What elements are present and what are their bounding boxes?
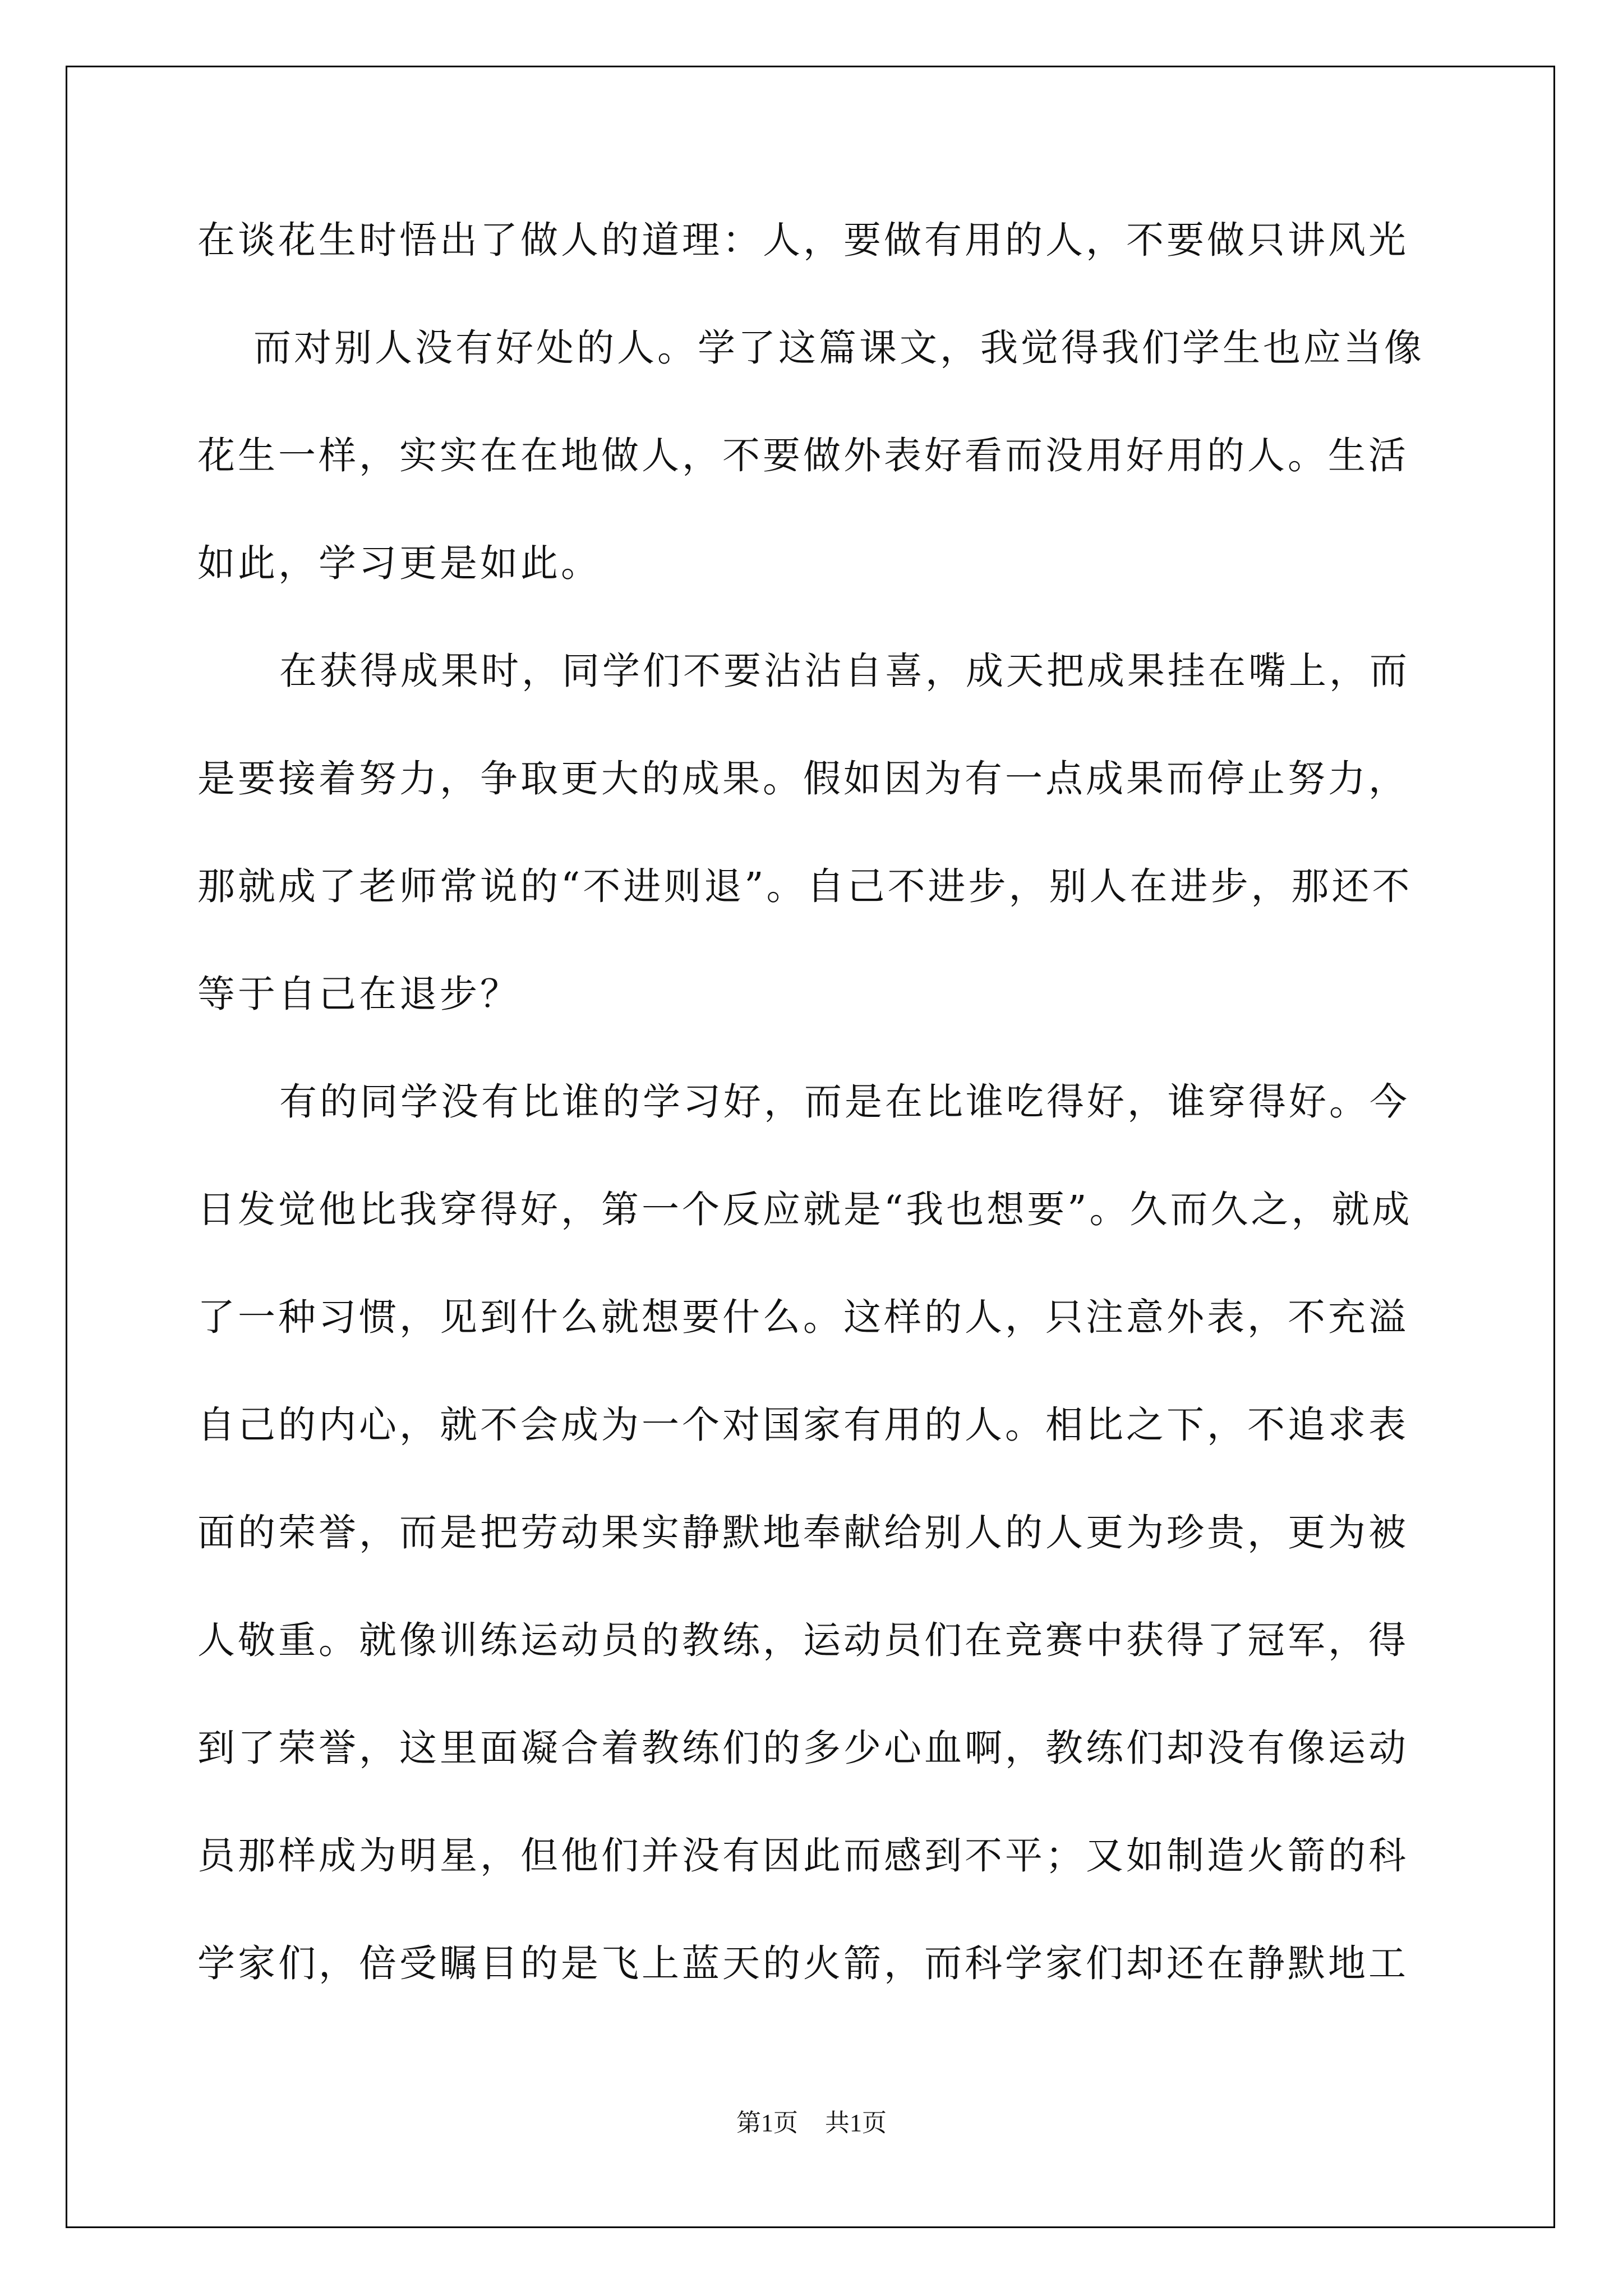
text-line: 面的荣誉，而是把劳动果实静默地奉献给别人的人更为珍贵，更为被 [197, 1511, 1409, 1554]
text-line: 如此，学习更是如此。 [197, 541, 601, 585]
page-total: 共1页 [825, 2109, 887, 2137]
text-line: 在谈花生时悟出了做人的道理：人，要做有用的人，不要做只讲风光 [197, 218, 1409, 262]
document-body [197, 213, 1431, 2044]
text-line: 而对别人没有好处的人。学了这篇课文，我觉得我们学生也应当像 [253, 326, 1424, 370]
text-line: 日发觉他比我穿得好，第一个反应就是“我也想要”。久而久之，就成 [197, 1188, 1413, 1231]
text-line: 是要接着努力，争取更大的成果。假如因为有一点成果而停止努力， [197, 757, 1409, 800]
text-line: 员那样成为明星，但他们并没有因此而感到不平；又如制造火箭的科 [197, 1834, 1409, 1878]
paragraph-first-line: 有的同学没有比谁的学习好，而是在比谁吃得好，谁穿得好。今 [279, 1080, 1410, 1124]
text-line: 了一种习惯，见到什么就想要什么。这样的人，只注意外表，不充溢 [197, 1295, 1409, 1339]
text-line: 花生一样，实实在在地做人，不要做外表好看而没用好用的人。生活 [197, 434, 1409, 477]
text-line: 自己的内心，就不会成为一个对国家有用的人。相比之下，不追求表 [197, 1403, 1409, 1447]
page-number: 第1页 [736, 2109, 798, 2137]
text-line: 那就成了老师常说的“不进则退”。自己不进步，别人在进步，那还不 [197, 864, 1413, 908]
text-line: 人敬重。就像训练运动员的教练，运动员们在竞赛中获得了冠军，得 [197, 1618, 1409, 1662]
text-line: 学家们，倍受瞩目的是飞上蓝天的火箭，而科学家们却还在静默地工 [197, 1941, 1409, 1985]
text-line: 到了荣誉，这里面凝合着教练们的多少心血啊，教练们却没有像运动 [197, 1726, 1409, 1770]
page-footer [0, 2106, 1623, 2140]
text-line: 等于自己在退步？ [197, 972, 520, 1016]
paragraph-first-line: 在获得成果时，同学们不要沾沾自喜，成天把成果挂在嘴上，而 [279, 649, 1410, 693]
